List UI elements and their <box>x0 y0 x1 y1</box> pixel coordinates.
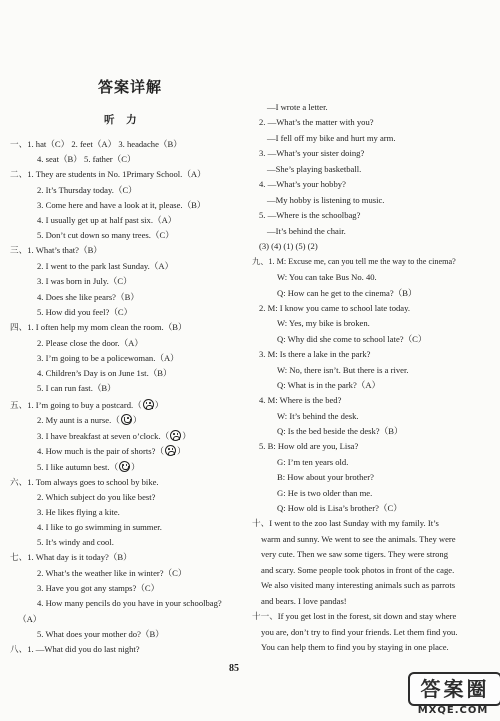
answer-line: Q: How old is Lisa’s brother?（C） <box>277 503 402 513</box>
answer-line: G: He is two older than me. <box>277 488 373 498</box>
watermark-text: 答案圈 <box>408 672 500 706</box>
answer-line: warm and sunny. We went to see the animals. They were <box>261 534 456 544</box>
answer-line: Q: Is the bed beside the desk?（B） <box>277 426 403 436</box>
answer-line: 4. Children’s Day is on June 1st.（B） <box>37 368 172 378</box>
answer-line: 4. seat（B） 5. father（C） <box>37 154 136 164</box>
answer-line: 3. He likes flying a kite. <box>37 507 120 517</box>
answer-line: 2. It’s Thursday today.（C） <box>37 185 137 195</box>
happy-face-icon <box>119 461 130 472</box>
answer-line: W: Yes, my bike is broken. <box>277 318 370 328</box>
answer-line: 2. My aunt is a nurse.（ ） <box>37 415 142 425</box>
answer-line: 4. How many pencils do you have in your schoolbag? <box>37 598 222 608</box>
answer-line: 4. —What’s your hobby? <box>259 179 346 189</box>
answer-line: Q: Why did she come to school late?（C） <box>277 334 427 344</box>
answer-line: 九、1. M: Excuse me, can you tell me the way to the cinema? <box>252 257 456 266</box>
section-heading-listening: 听 力 <box>104 114 141 126</box>
answer-line: very cute. Then we saw some tigers. They were strong <box>261 549 449 559</box>
sad-face-icon <box>170 430 181 441</box>
answer-line: 3. I’m going to be a policewoman.（A） <box>37 353 179 363</box>
answer-line: 六、1. Tom always goes to school by bike. <box>10 477 159 487</box>
answer-line: 5. I can run fast.（B） <box>37 383 116 393</box>
watermark-logo <box>408 672 498 718</box>
answer-line: 十、I went to the zoo last Sunday with my family. It’s <box>252 518 439 528</box>
answer-line: 4. I usually get up at half past six.（A） <box>37 215 177 225</box>
answer-line: you are, don’t try to find your friends. Let them find you. <box>261 627 458 637</box>
answer-line: W: It’s behind the desk. <box>277 411 359 421</box>
answer-line: 5. How did you feel?（C） <box>37 307 133 317</box>
answer-line: 5. What does your mother do?（B） <box>37 629 164 639</box>
answer-line: 2. Which subject do you like best? <box>37 492 156 502</box>
answer-line: Q: What is in the park?（A） <box>277 380 381 390</box>
answer-line: 5. B: How old are you, Lisa? <box>259 441 359 451</box>
sad-face-icon <box>165 445 176 456</box>
answer-line: 八、1. —What did you do last night? <box>10 644 140 654</box>
answer-line: —My hobby is listening to music. <box>267 195 385 205</box>
happy-face-icon <box>121 414 132 425</box>
answer-line: B: How about your brother? <box>277 472 374 482</box>
answer-line: 5. I like autumn best.（ ） <box>37 462 140 472</box>
answer-line: 4. M: Where is the bed? <box>259 395 342 405</box>
answer-line: 3. I was born in July.（C） <box>37 276 132 286</box>
answer-line: 5. —Where is the schoolbag? <box>259 210 361 220</box>
answer-line: We also visited many interesting animals such as parrots <box>261 580 456 590</box>
answer-line: —I fell off my bike and hurt my arm. <box>267 133 396 143</box>
page-number: 85 <box>229 663 239 674</box>
answer-line: 5. It’s windy and cool. <box>37 537 114 547</box>
answer-line: and scary. Some people took photos in front of the cage. <box>261 565 455 575</box>
answer-line: 2. I went to the park last Sunday.（A） <box>37 261 174 271</box>
answer-line: 四、1. I often help my mom clean the room.（B） <box>10 322 187 332</box>
answer-line: 三、1. What’s that?（B） <box>10 245 102 255</box>
answer-line: 3. —What’s your sister doing? <box>259 148 365 158</box>
answer-line: W: No, there isn’t. But there is a river. <box>277 365 409 375</box>
answer-line: 5. Don’t cut down so many trees.（C） <box>37 230 174 240</box>
answer-line: (3) (4) (1) (5) (2) <box>259 241 318 251</box>
answer-line: 二、1. They are students in No. 1Primary School.（A） <box>10 169 206 179</box>
answer-line: 十一、If you get lost in the forest, sit down and stay where <box>252 611 457 621</box>
answer-line: Q: How can he get to the cinema?（B） <box>277 288 417 298</box>
answer-line: W: You can take Bus No. 40. <box>277 272 377 282</box>
answer-line: —She’s playing basketball. <box>267 164 362 174</box>
watermark-url: MXQE.COM <box>417 705 489 716</box>
answer-line: 2. —What’s the matter with you? <box>259 117 374 127</box>
answer-line: 2. M: I know you came to school late today. <box>259 303 410 313</box>
answer-line: 4. How much is the pair of shorts?（ ） <box>37 446 186 456</box>
answer-line: 2. What’s the weather like in winter?（C） <box>37 568 187 578</box>
answer-line: 五、1. I’m going to buy a postcard.（ ） <box>10 400 164 410</box>
answer-line: G: I’m ten years old. <box>277 457 349 467</box>
page-title: 答案详解 <box>97 78 162 96</box>
answer-line: —It’s behind the chair. <box>267 226 346 236</box>
answer-line: 3. Come here and have a look at it, please.（B） <box>37 200 206 210</box>
answer-line: and bears. I love pandas! <box>261 596 347 606</box>
answer-line: 3. I have breakfast at seven o’clock.（ ） <box>37 431 191 441</box>
sad-face-icon <box>143 399 154 410</box>
answer-line: 七、1. What day is it today?（B） <box>10 552 132 562</box>
answer-line: 3. M: Is there a lake in the park? <box>259 349 371 359</box>
answer-line: （A） <box>18 614 42 624</box>
answer-line: —I wrote a letter. <box>267 102 328 112</box>
answer-line: 2. Please close the door.（A） <box>37 338 143 348</box>
answer-line: 3. Have you got any stamps?（C） <box>37 583 160 593</box>
answer-line: 4. Does she like pears?（B） <box>37 292 139 302</box>
answer-line: 一、1. hat（C） 2. feet（A） 3. headache（B） <box>10 139 182 149</box>
answer-line: You can help them to find you by staying in one place. <box>261 642 449 652</box>
answer-line: 4. I like to go swimming in summer. <box>37 522 162 532</box>
